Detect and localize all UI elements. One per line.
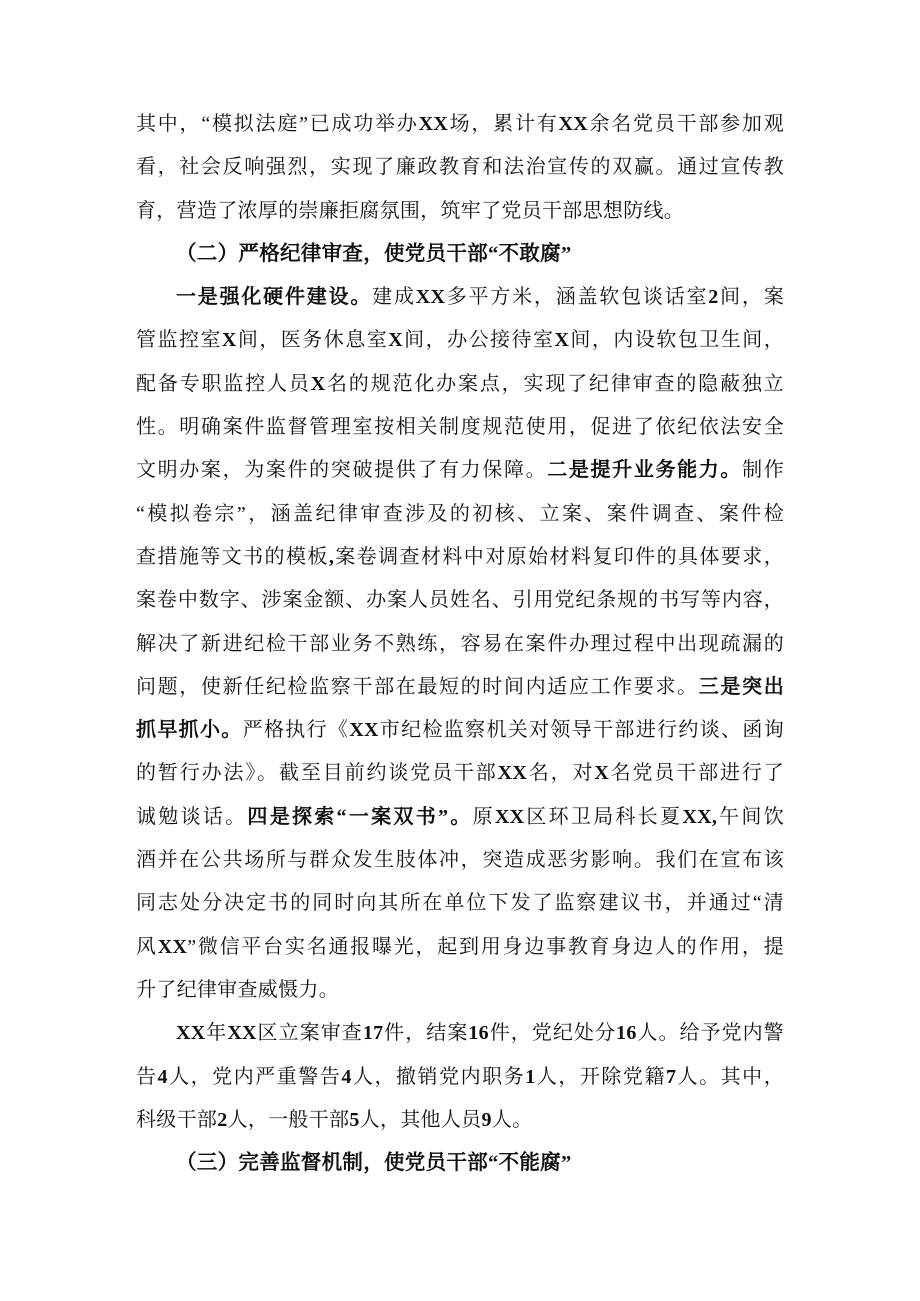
latin-placeholder-text: 7 [666, 1065, 677, 1088]
text-line: XX年XX区立案审查17件，结案16件，党纪处分16人。给予党内警 [176, 1022, 784, 1045]
text-line: 解决了新进纪检干部业务不熟练，容易在案件办理过程中出现疏漏的 [136, 632, 784, 655]
text-line: 同志处分决定书的同时向其所在单位下发了监察建议书，并通过“清 [136, 892, 784, 915]
latin-placeholder-text: XX [349, 719, 379, 742]
latin-placeholder-text: X [388, 329, 403, 352]
text-line: 的暂行办法》。截至目前约谈党员干部XX名，对X名党员干部进行了 [136, 762, 784, 785]
latin-placeholder-text: , [328, 545, 335, 568]
text-line: 配备专职监控人员X名的规范化办案点，实现了纪律审查的隐蔽独立 [136, 372, 784, 395]
text-line: 告4人，党内严重警告4人，撤销党内职务1人，开除党籍7人。其中， [136, 1065, 784, 1088]
text-line: 查措施等文书的模板,案卷调查材料中对原始材料复印件的具体要求， [136, 545, 784, 568]
latin-placeholder-text: 2 [708, 286, 719, 309]
latin-placeholder-text: 4 [157, 1065, 168, 1088]
text-line: 问题，使新任纪检监察干部在最短的时间内适应工作要求。三是突出 [136, 675, 784, 698]
bold-phrase: 抓早抓小。 [136, 719, 243, 742]
text-line: 科级干部2人，一般干部5人，其他人员9人。 [136, 1108, 533, 1131]
text-line: 其中，“模拟法庭”已成功举办XX场，累计有XX余名党员干部参加观 [136, 113, 785, 135]
latin-placeholder-text: XX [176, 1022, 206, 1045]
latin-placeholder-text: 1 [525, 1065, 536, 1088]
text-line: 案卷中数字、涉案金额、办案人员姓名、引用党纪条规的书写等内容， [136, 589, 784, 612]
latin-placeholder-text: XX [497, 762, 528, 785]
text-line: 风XX”微信平台实名通报曝光，起到用身边事教育身边人的作用，提 [136, 935, 784, 958]
text-line: “模拟卷宗”，涵盖纪律审查涉及的初核、立案、案件调查、案件检 [136, 502, 784, 525]
latin-placeholder-text: 17 [362, 1022, 384, 1045]
text-line: 诚勉谈话。四是探索“一案双书”。原XX区环卫局科长夏XX,午间饮 [136, 805, 784, 828]
text-line: 性。明确案件监督管理室按相关制度规范使用，促进了依纪依法安全 [136, 416, 784, 439]
latin-placeholder-text: XX [494, 805, 525, 828]
latin-placeholder-text: XX [227, 1022, 257, 1045]
text-line: 一是强化硬件建设。建成XX多平方米，涵盖软包谈话室2间，案 [176, 286, 784, 309]
bold-phrase: 四是探索“一案双书”。 [247, 805, 473, 828]
section-heading: （三）完善监督机制，使党员干部“不能腐” [176, 1152, 572, 1175]
text-line: 酒并在公共场所与群众发生肢体冲，突造成恶劣影响。我们在宣布该 [136, 849, 784, 872]
bold-phrase: 三是突出 [698, 675, 784, 698]
text-line: 抓早抓小。严格执行《XX市纪检监察机关对领导干部进行约谈、函询 [136, 719, 785, 742]
text-line: 管监控室X间，医务休息室X间，办公接待室X间，内设软包卫生间， [136, 329, 785, 352]
text-line: 看，社会反响强烈，实现了廉政教育和法治宣传的双赢。通过宣传教 [136, 156, 784, 179]
latin-placeholder-text: 9 [481, 1108, 492, 1131]
latin-placeholder-text: X [221, 329, 237, 352]
latin-placeholder-text: 5 [349, 1108, 360, 1131]
latin-placeholder-text: XX, [682, 805, 718, 828]
text-line: 升了纪律审查威慑力。 [136, 978, 339, 1001]
latin-placeholder-text: XX [418, 113, 449, 135]
text-line: 育，营造了浓厚的崇廉拒腐氛围，筑牢了党员干部思想防线。 [136, 199, 685, 222]
latin-placeholder-text: XX [415, 286, 446, 309]
section-heading: （二）严格纪律审查，使党员干部“不敢腐” [176, 242, 572, 265]
latin-placeholder-text: X [310, 372, 326, 395]
document-body [136, 103, 784, 1185]
latin-placeholder-text: X [554, 329, 570, 352]
latin-placeholder-text: XX [558, 113, 589, 135]
latin-placeholder-text: XX [157, 935, 188, 958]
latin-placeholder-text: 4 [341, 1065, 352, 1088]
bold-phrase: 二是提升业务能力。 [547, 459, 743, 482]
bold-phrase: 一是强化硬件建设。 [176, 286, 373, 309]
text-line: 文明办案，为案件的突破提供了有力保障。二是提升业务能力。制作 [136, 459, 785, 482]
latin-placeholder-text: X [594, 762, 610, 785]
latin-placeholder-text: 16 [468, 1022, 489, 1045]
latin-placeholder-text: 2 [217, 1108, 228, 1131]
latin-placeholder-text: 16 [616, 1022, 637, 1045]
